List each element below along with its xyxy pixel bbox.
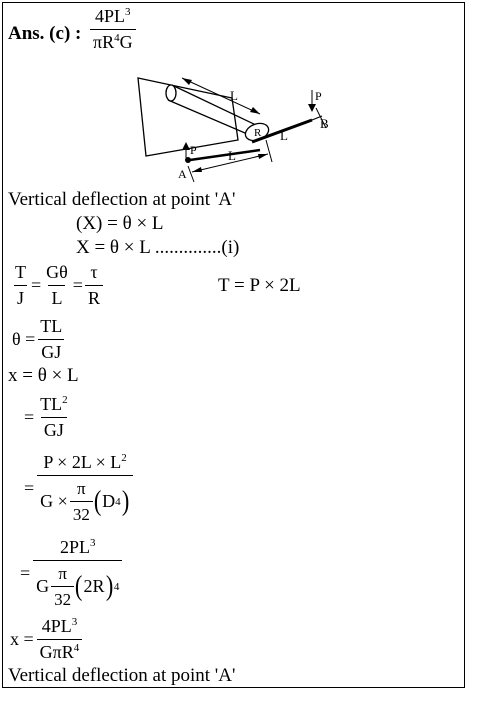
answer-fraction: $\frac{4PL^3}{\pi R^4G}$ xyxy=(90,6,136,53)
svg-text:L: L xyxy=(230,88,238,103)
torsion-equation: $\frac{T}{J}$ = $\frac{G\theta}{L}$ = $\frac{\tau}{R}$ xyxy=(12,262,103,309)
step2-equation: = $\frac{TL^2}{GJ}$ xyxy=(24,394,68,440)
x-equation: x = θ × L xyxy=(8,365,79,386)
equation-x-theta-l: (X) = θ × L xyxy=(76,213,164,234)
svg-text:R: R xyxy=(254,127,262,139)
svg-text:L: L xyxy=(228,148,236,163)
heading-vertical-deflection: Vertical deflection at point 'A' xyxy=(8,189,236,210)
svg-text:L: L xyxy=(280,128,288,143)
equation-i: X = θ × L ..............(i) xyxy=(76,237,240,258)
svg-text:A: A xyxy=(178,167,187,181)
answer-label: Ans. (c) : xyxy=(8,23,82,44)
theta-equation: θ = $\frac{TL}{GJ}$ xyxy=(12,316,63,362)
svg-text:P: P xyxy=(190,143,197,157)
svg-text:P: P xyxy=(315,89,322,103)
step3-equation: = $P \times 2L \times L^2$ G × $\frac{\pi}{32}$ ( D 4 ) xyxy=(24,452,133,525)
svg-text:B: B xyxy=(320,116,329,131)
torque-equation: T = P × 2L xyxy=(218,275,301,296)
step4-equation: = $2PL^3$ G $\frac{\pi}{32}$ ( 2R ) 4 xyxy=(20,537,122,610)
cantilever-figure xyxy=(130,70,340,188)
heading-vertical-deflection-final: Vertical deflection at point 'A' xyxy=(8,665,236,686)
result-equation: x = $\frac{4PL^3}{G\pi R^4}$ xyxy=(10,616,82,663)
